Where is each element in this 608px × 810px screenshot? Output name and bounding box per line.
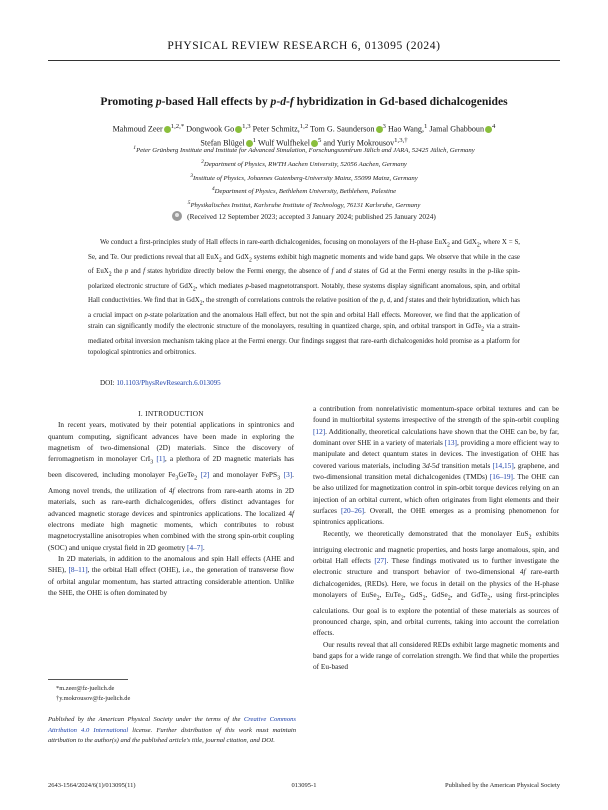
doi-line — [100, 379, 221, 387]
citation-link[interactable]: [13] — [444, 438, 457, 448]
doi-link[interactable]: 10.1103/PhysRevResearch.6.013095 — [116, 379, 221, 387]
header-rule — [48, 60, 560, 61]
citation-link[interactable]: [20–26] — [340, 506, 365, 516]
received-dates — [0, 211, 608, 221]
intro-paragraph-5: Our results reveal that all considered REDs exhibit large magnetic moments and band gaps for a wide range of correlation strength. We find that while the properties of Eu-based — [313, 639, 559, 672]
check-for-updates-icon[interactable] — [172, 211, 182, 221]
author-name: Dongwook Go — [186, 124, 235, 134]
citation-link[interactable]: [27] — [374, 555, 387, 565]
citation-link[interactable]: [14,15] — [492, 460, 514, 470]
section-heading: I. INTRODUCTION — [138, 409, 204, 418]
affiliation-2: $^2$Department of Physics, RWTH Aachen University, 52056 Aachen, Germany — [201, 158, 407, 169]
abstract — [88, 237, 520, 358]
orcid-icon[interactable] — [164, 126, 171, 133]
affiliation-5: $^5$Physikalisches Institut, Karlsruhe Institute of Technology, 76131 Karlsruhe, Germany — [187, 200, 421, 210]
citation-link[interactable]: [2] — [200, 470, 210, 480]
author-name: Wulf Wulfhekel — [257, 138, 310, 148]
orcid-icon[interactable] — [485, 126, 492, 133]
citation-link[interactable]: [4–7] — [187, 542, 203, 552]
journal-header: PHYSICAL REVIEW RESEARCH 6, 013095 (2024) — [167, 40, 441, 52]
author-name: Jamal Ghabboun — [429, 124, 485, 134]
citation-link[interactable]: [12] — [313, 426, 326, 436]
paper-title: Promoting p-based Hall effects by p-d-f hybridization in Gd-based dichalcogenides — [100, 95, 508, 108]
author-name: Peter Schmitz, — [252, 124, 300, 134]
right-column — [313, 403, 559, 673]
footer-issn: 2643-1564/2024/6(1)/013095(11) — [48, 782, 136, 789]
affiliation-1: $^1$Peter Grünberg Institute and Institute for Advanced Simulation, Forschungszentrum Jülich and JARA, 52425 Jülich, Germany — [133, 145, 475, 155]
author-name: Stefan Blügel — [200, 138, 245, 148]
footer-publisher: Published by the American Physical Society — [445, 782, 560, 789]
footnotes — [56, 684, 130, 705]
left-column — [48, 408, 294, 598]
affiliations — [48, 143, 560, 212]
author-name: Mahmoud Zeer — [112, 124, 163, 134]
citation-link[interactable]: [8–11] — [68, 565, 88, 575]
intro-paragraph-1: In recent years, motivated by their potential applications in spintronics and quantum computing, significant advances have been made in exploring the magnetism of two-dimensional (2D) materials. Since the discovery of ferromagnetism in monolayer CrI$_3$ [1], a plethora of 2D magnetic materials has been discovered, including monolayer $Fe_3GeTe_2$ [2] and monolayer FePS$_3$ [3]. Among novel trends, the utilization of 4f electrons from rare-earth atoms in 2D materials, such as rare-earth dichalcogenides, offers distinct advantages for advanced magnetic storage devices and spintronics applications. The localized 4f electrons mediate high magnetic moments, which contributes to robust magnetocrystalline anisotropies when combined with the strong spin-orbit coupling (SOC) and unique crystal field in 2D geometry [4–7]. — [48, 420, 295, 552]
intro-paragraph-2: In 2D materials, in addition to the anomalous and spin Hall effects (AHE and SHE), [8–11], the orbital Hall effect (OHE), i.e., the generation of transverse flow of orbital angular momentum, has started attracting considerable attention. Unlike the SHE, the OHE is often dominated by — [48, 554, 294, 598]
footnote-2: †y.mokrousov@fz-juelich.de — [56, 695, 131, 703]
footer-page-number: 013095-1 — [291, 782, 317, 789]
license-link[interactable]: Creative Commons Attribution 4.0 International — [48, 716, 296, 734]
citation-link[interactable]: [16–19] — [489, 472, 513, 482]
author-name: Tom G. Saunderson — [310, 124, 375, 134]
citation-link[interactable]: [1] — [156, 454, 165, 464]
footnote-rule — [48, 679, 128, 680]
orcid-icon[interactable] — [376, 126, 383, 133]
received-text: (Received 12 September 2023; accepted 3 January 2024; published 25 January 2024) — [187, 212, 436, 221]
abstract-text: We conduct a first-principles study of Hall effects in rare-earth dichalcogenides, focusing on monolayers of the H-phase EuX$_2$ and GdX$_2$, where X = S, Se, and Te. Our predictions reveal that all EuX$_2$ and GdX$_2$ systems exhibit high magnetic moments and wide band gaps. We observe that while in the case of EuX$_2$ the p and f states hybridize directly below the Fermi energy, the absence of f and d states of Gd at the Fermi energy results in the p-like spin-polarized electronic structure of GdX$_2$, which mediates p-based magnetotransport. Notably, these systems display significant anomalous, spin, and orbital Hall conductivities. We find that in GdX$_2$, the strength of correlations controls the relative position of the p, d, and f states and their hybridization, which has a crucial impact on p-state polarization and the anomalous Hall effect, but not the spin and orbital Hall effects. Moreover, we find that the application of strain can significantly modify the electronic structure of the monolayers, resulting in quantized charge, spin, and orbital transport in GdTe$_2$ via a strain-mediated orbital inversion mechanism taking place at the Fermi energy. Our findings suggest that rare-earth dichalcogenides hold promise as a platform for topological spintronics and orbitronics. — [88, 239, 521, 356]
author-name: Yuriy Mokrousov — [336, 138, 395, 148]
author-name: Hao Wang, — [387, 124, 424, 134]
license-note: Published by the American Physical Society under the terms of the Creative Commons Attribution 4.0 International license. Further distribution of this work must maintain attribution to the author(s) and the published article's title, journal citation, and DOI. — [48, 716, 296, 745]
doi-label: DOI: — [100, 379, 115, 387]
affiliation-3: $^3$Institute of Physics, Johannes Gutenberg-University Mainz, 55099 Mainz, Germany — [190, 172, 418, 182]
intro-paragraph-4: Recently, we theoretically demonstrated that the monolayer EuS$_2$ exhibits intriguing electronic and magnetic properties, and hosts large anomalous, spin, and orbital Hall effects [27]. These findings motivated us to further investigate the electronic structure and transport behavior of two-dimensional 4f rare-earth dichalcogenides, (REDs). Here, we focus in detail on the physics of the H-phase monolayers of EuSe$_2$, EuTe$_2$, GdS$_2$, GdSe$_2$, and GdTe$_2$, using first-principles calculations. Our goal is to explore the potential of these materials as sources of pronounced charge, spin, and orbital currents, taking into account the correlation effects. — [313, 528, 559, 638]
citation-link[interactable]: [3] — [283, 470, 293, 480]
author-list: Mahmoud Zeer $^{1,2,*}$ Dongwook Go $^{1,3}$ Peter Schmitz,$^{1,2}$ Tom G. Saunderson $^3$ Hao Wang,$^1$ Jamal Ghabboun $^4$ Stefan Blügel $^1$ Wulf Wulfhekel $^5$ and Yuriy Mokrousov$^{1,3,\dagger}$ — [112, 123, 496, 148]
affiliation-4: $^4$Department of Physics, Bethlehem University, Bethlehem, Palestine — [211, 186, 397, 196]
footnote-1: *m.zeer@fz-juelich.de — [56, 685, 115, 692]
intro-paragraph-3: a contribution from nonrelativistic momentum-space orbital textures and can be found in multiorbital systems irrespective of the strength of the spin-orbit coupling [12]. Additionally, theoretical calculations have shown that the OHE can be, by far, dominant over SHE in a variety of materials [13], providing a more efficient way to manipulate and detect quantum states in devices. The investigation of OHE has covered various materials, including 3d-5d transition metals [14,15], graphene, and two-dimensional transition metal dichalcogenides (TMDs) [16–19]. The OHE can be also utilized for magnetization control in spin-orbit torque devices relying on an injection of an orbital current, which often originates from light elements and their surfaces [20–26]. Overall, the OHE emerges as a promising phenomenon for spintronics applications. — [313, 404, 559, 527]
